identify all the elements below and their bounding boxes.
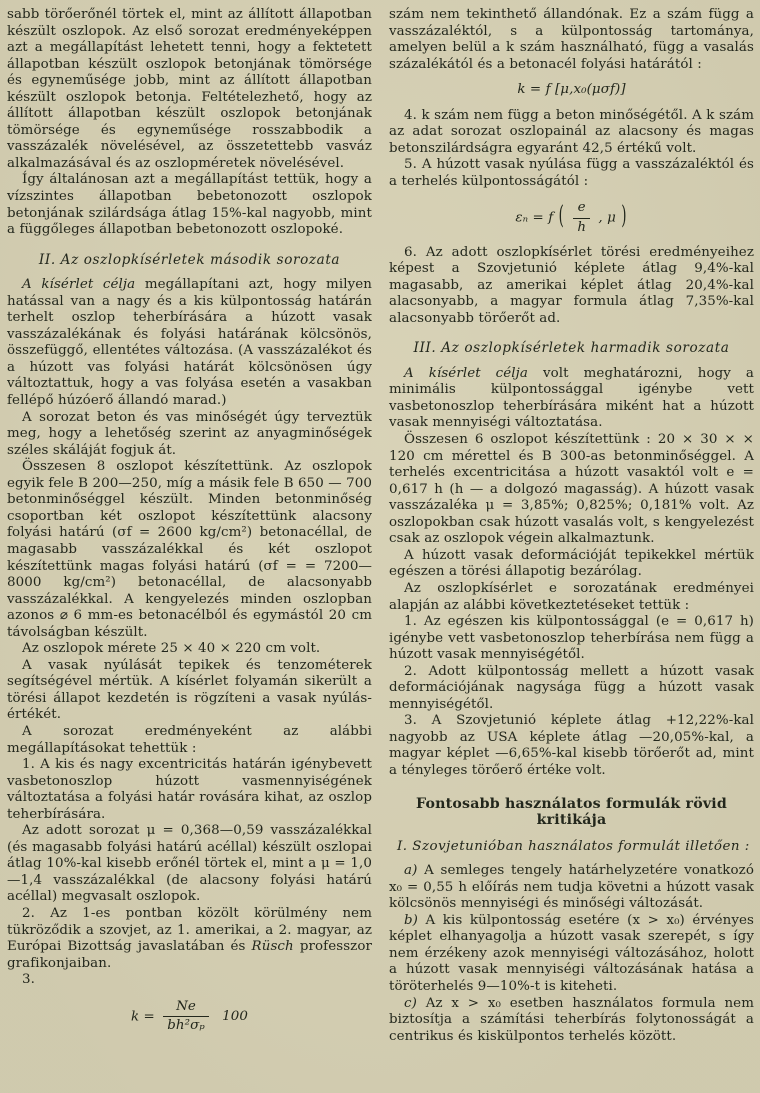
paragraph-text: 1. A kis és nagy excentricitás határán igénybevett vasbetonoszlop húzott vasmennyiségének változtatása a folyási határ rovására kihat, az oszlop teherbírására.: [7, 757, 372, 822]
paragraph-text: 3.: [22, 972, 35, 988]
paragraph-text: 2. Az 1-es pontban közölt körülmény nem tükröződik a szovjet, az 1. amerikai, a 2. magyar, az Európai Bizottság javaslatában és: [7, 905, 372, 955]
paragraph-text: A vasak nyúlását tepikek és tenzométerek segítségével mértük. A kísérlet folyamán sikerült a törési állapot kezdetén is rögzíteni a vasak nyúlás-értékét.: [7, 657, 372, 723]
paragraph-text: volt meghatározni, hogy a minimális külpontossággal igénybe vett vasbetonoszlop teherbírására miként hat a húzott vasak mennyiségi változtatása.: [389, 365, 754, 431]
formula-rest: , μ: [598, 211, 616, 227]
fraction-numerator: Ne: [163, 999, 209, 1018]
paragraph: [7, 724, 372, 757]
numbered-finding-4: [389, 108, 754, 158]
paragraph-lead-italic: A kísérlet célja: [404, 365, 529, 381]
paragraph: [389, 432, 754, 548]
paragraph-text: Az oszlopkísérlet e sorozatának eredményei alapján az alábbi következtetéseket tettük :: [389, 580, 754, 613]
paragraph-text: professzor grafikonjaiban.: [7, 939, 372, 971]
formula-lhs: k =: [130, 1009, 155, 1025]
numbered-finding-5: [389, 157, 754, 190]
paragraph-text: Összesen 6 oszlopot készítettünk : 20 × 30 × × 120 cm mérettel és B 300-as betonminőséggel. A terhelés excentricitása a húzott vasaktól volt e = 0,617 h (h — a dolgozó magasság). A húzott vasak vasszázaléka μ = 3,85%; 0,825%; 0,181% volt. Az oszlopokban csak húzott vasalás volt, s kengyelezést csak az oszlopok végein alkalmaztunk.: [389, 432, 754, 547]
paragraph: [7, 7, 372, 172]
paragraph-text: megállapítani azt, hogy milyen hatással van a nagy és a kis külpontosság határán terhelt oszlop teherbírására a húzott vasak vasszázalékának és folyási határának kölcsönös, összefüggő, ellentétes változása. (A vasszázalékot és a húzott vas folyási határát kölcsönösen úgy változtattuk, hogy a vas folyása esetén a vasakban fellépő húzóerő állandó marad.): [7, 277, 373, 409]
numbered-finding-1: [7, 757, 372, 823]
numbered-finding-2: [7, 906, 372, 972]
paragraph: [7, 641, 372, 658]
fraction-denominator: bh²σₚ: [167, 1018, 205, 1034]
section-heading-formulas-critique: Fontosabb használatos formulák rövid kritikája: [415, 795, 728, 829]
paragraph-text: Az adott sorozat μ = 0,368—0,59 vasszázalékkal (és magasabb folyási határú acéllal) készült oszlopai átlag 10%-kal kisebb erőnél törtek el, mint a μ = 1,0—1,4 vasszázalékkal (de alacsony folyási határú acéllal) megvasalt oszlopok.: [7, 823, 372, 905]
paragraph: [7, 823, 372, 906]
two-column-layout: [7, 7, 754, 1045]
fraction: [573, 200, 590, 236]
lettered-point-b: [389, 913, 754, 996]
paragraph: [7, 410, 372, 460]
numbered-finding-6: [389, 245, 754, 328]
paragraph-text: Így általánosan azt a megállapítást tettük, hogy a vízszintes állapotban bebetonozott oszlopok betonjának szilárdsága átlag 15%-kal nagyobb, mint a függőleges állapotban bebetonozott oszlopoké.: [7, 172, 372, 238]
subsection-heading-soviet-formula: I. Szovjetunióban használatos formulát illetően :: [397, 838, 750, 854]
paragraph-text: A kis külpontosság esetére (x > x₀) érvényes képlet elhanyagolja a húzott vasak szerepét, s így nem érzékeny azok mennyiségi változásához, holott a húzott vasak mennyiségi változásának hatása a töröterhelés 9—10%-t is kiteheti.: [389, 912, 754, 994]
paragraph-text: 4. k szám nem függ a beton minőségétől. A k szám az adat sorozat oszlopainál az alacsony és magas betonszilárdságra egyaránt 42,5 értékű volt.: [389, 107, 754, 156]
paragraph: [389, 548, 754, 581]
numbered-conclusion-1: [389, 614, 754, 664]
formula-epsilon: [389, 200, 754, 236]
paragraph: [7, 277, 372, 409]
point-letter-italic: c): [404, 995, 417, 1011]
right-column: [389, 7, 754, 1045]
paragraph-text: Összesen 8 oszlopot készítettünk. Az oszlopok egyik fele B 200—250, míg a másik fele B 650 — 700 betonminőséggel készült. Minden betonminőség csoportban két oszlopot készítettünk alacsony folyási határú (σf = 2600 kg/cm²) betonacéllal, de magasabb vasszázalékkal és két oszlopot készítettünk magas folyási határú (σf = = 7200—8000 kg/cm²) betonacéllal, de alacsonyabb vasszázalékkal. A kengyelezés minden oszlopban azonos ⌀ 6 mm-es betonacélból és egymástól 20 cm távolságban készült.: [7, 459, 372, 640]
fraction-denominator: h: [577, 220, 587, 236]
paragraph-text: 6. Az adott oszlopkísérlet törési eredményeihez képest a Szovjetunió képlete átlag 9,4%-kal magasabb, az amerikai képlet átlag 20,4%-kal alacsonyabb, a magyar formula átlag 7,35%-kal alacsonyabb törőerőt ad.: [389, 244, 754, 326]
author-name-italic: Rüsch: [251, 939, 294, 955]
paragraph-text: szám nem tekinthető állandónak. Ez a szám függ a vasszázaléktól, s a külpontosság tartománya, amelyen belül a k szám használható, függ a vasalás százalékától és a betonacél folyási határától :: [389, 7, 754, 72]
paragraph-text: 2. Adott külpontosság mellett a húzott vasak deformációjának nagysága függ a húzott vasak mennyiségétől.: [389, 663, 754, 712]
paragraph: [7, 658, 372, 724]
paragraph-text: A sorozat beton és vas minőségét úgy terveztük meg, hogy a lehetőség szerint az anyagminőségek széles skáláját fogjuk át.: [7, 409, 372, 458]
section-heading-third-series: III. Az oszlopkísérletek harmadik sorozata: [413, 340, 730, 357]
fraction-numerator: e: [573, 200, 590, 219]
lettered-point-a: [389, 863, 754, 913]
paragraph-lead-italic: A kísérlet célja: [22, 277, 136, 293]
paragraph-text: A sorozat eredményeként az alábbi megállapításokat tehettük :: [7, 723, 372, 756]
formula-k-definition: [7, 999, 372, 1035]
section-heading-second-series: II. Az oszlopkísérletek második sorozata: [38, 251, 341, 268]
paragraph: [389, 7, 754, 73]
paragraph-text: Az oszlopok mérete 25 × 40 × 220 cm volt.: [22, 641, 321, 657]
left-column: [7, 7, 372, 1045]
paragraph-text: sabb törőerőnél törtek el, mint az állított állapotban készült oszlopok. Az első sorozat eredményeképpen azt a megállapítást lehetett tenni, hogy a fektetett állapotban készült oszlopok betonjának tömörsége és egyneműsége jobb, mint az állított állapotban készült oszlopok betonja. Feltételezhető, hogy az állított állapotban készült oszlopok betonjának tömörsége és egyneműsége rosszabbodik a vasszázalék növelésével, az összetettebb vasváz alkalmazásával és az oszlopméretek növelésével.: [7, 7, 372, 171]
paragraph-text: Az x > x₀ esetben használatos formula nem biztosítja a számítási teherbírás folytonosságát a centrikus és kiskülpontos terhelés között.: [389, 995, 754, 1044]
point-letter-italic: b): [404, 912, 418, 928]
paragraph-text: 5. A húzott vasak nyúlása függ a vasszázaléktól és a terhelés külpontosságától :: [389, 157, 754, 189]
numbered-finding-3: [7, 972, 372, 989]
paragraph-text: 3. A Szovjetunió képlete átlag +12,22%-kal nagyobb az USA képlete átlag —20,05%-kal, a magyar képlet —6,65%-kal kisebb törőerőt ad, mint a tényleges törőerő értéke volt.: [389, 713, 754, 778]
left-parenthesis: (: [558, 202, 564, 232]
paragraph-text: A húzott vasak deformációját tepikekkel mértük egészen a törési állapotig bezárólag.: [389, 547, 754, 580]
formula-k-function: k = f [μ,x₀(μσf)]: [517, 82, 626, 98]
paragraph: [7, 172, 372, 238]
numbered-conclusion-2: [389, 664, 754, 714]
point-letter-italic: a): [404, 863, 418, 879]
paragraph-text: 1. Az egészen kis külpontossággal (e = 0,617 h) igénybe vett vasbetonoszlop teherbírása nem függ a húzott vasak mennyiségétől.: [389, 614, 754, 663]
paragraph: [389, 366, 754, 432]
numbered-conclusion-3: [389, 713, 754, 779]
paragraph-text: A semleges tengely határhelyzetére vonatkozó x₀ = 0,55 h előírás nem tudja követni a húzott vasak kölcsönös mennyiségi és minőségi változását.: [389, 863, 754, 912]
formula-lhs: εₙ = f: [515, 211, 554, 227]
paragraph: [389, 581, 754, 614]
fraction: [163, 999, 209, 1035]
right-parenthesis: ): [621, 202, 627, 232]
paragraph: [7, 459, 372, 641]
formula-suffix: 100: [222, 1009, 249, 1025]
lettered-point-c: [389, 996, 754, 1046]
